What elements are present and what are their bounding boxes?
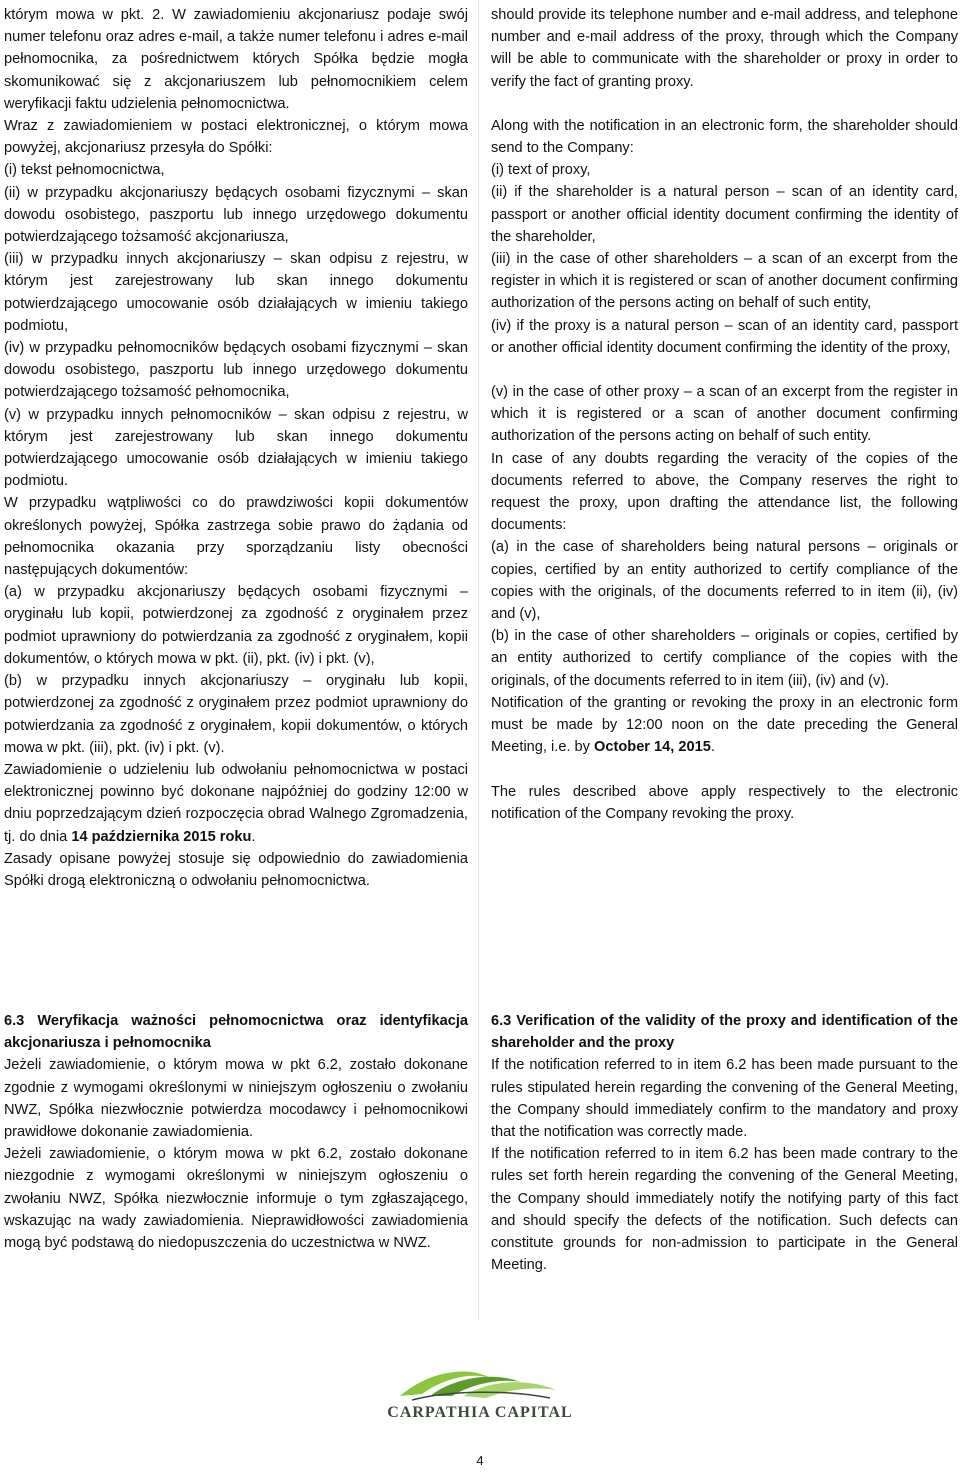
list-item: (iv) w przypadku pełnomocników będących osobami fizycznymi – skan dowodu osobistego, paszportu lub innego urzędowego dokumentu potwierdzającego tożsamość pełnomocnika, [4, 340, 468, 401]
paragraph: In case of any doubts regarding the veracity of the copies of the documents referred to above, the Company reserves the right to request the proxy, upon drafting the attendance list, the following documents: [491, 450, 958, 534]
list-item: (b) w przypadku innych akcjonariuszy – oryginału lub kopii, potwierdzonej za zgodność z oryginałem przez podmiot uprawniony do potwierdzania za zgodność z oryginałem, kopii dokumentów, o których mowa w pkt. (iii), pkt. (iv) i pkt. (v). [4, 673, 468, 756]
paragraph: Zasady opisane powyżej stosuje się odpowiednio do zawiadomienia Spółki drogą elektroniczną o odwołaniu pełnomocnictwa. [4, 850, 468, 889]
section-heading: 6.3 Weryfikacja ważności pełnomocnictwa oraz identyfikacja akcjonariusza i pełnomocnika [4, 1013, 468, 1052]
paragraph: W przypadku wątpliwości co do prawdziwości kopii dokumentów określonych powyżej, Spółka zastrzega sobie prawo do żądania od pełnomocnika okazania przy sporządzaniu listy obecności następujących dokumentów: [4, 495, 468, 579]
polish-column-top [4, 4, 468, 892]
list-item: (i) text of proxy, [491, 162, 591, 179]
list-item: (v) in the case of other proxy – a scan of an excerpt from the register in which it is registered or a scan of another document confirming authorization of the persons acting on behalf of such entity. [491, 384, 958, 445]
logo-text: CARPATHIA CAPITAL [387, 1404, 573, 1421]
list-item: (iii) in the case of other shareholders – a scan of an excerpt from the register in which it is registered or scan of another document confirming authorization of the persons acting on behalf of such entity, [491, 251, 958, 312]
section-heading: 6.3 Verification of the validity of the proxy and identification of the shareholder and the proxy [491, 1013, 958, 1052]
paragraph: If the notification referred to in item 6.2 has been made pursuant to the rules stipulated herein regarding the convening of the General Meeting, the Company should immediately confirm to the mandatory and proxy that the notification was correctly made. [491, 1057, 958, 1141]
list-item: (iii) w przypadku innych akcjonariuszy – skan odpisu z rejestru, w którym jest zarejestrowany lub skan innego dokumentu potwierdzającego umocowanie osób działających w imieniu takiego podmiotu, [4, 251, 468, 334]
column-divider [478, 0, 479, 1320]
english-column-bottom [491, 1010, 958, 1276]
page-number: 4 [476, 1453, 484, 1468]
list-item: (b) in the case of other shareholders – originals or copies, certified by an entity authorized to certify compliance of the copies with the originals, of the documents referred to in item (iii), (iv) and (v). [491, 628, 958, 689]
paragraph: The rules described above apply respectively to the electronic notification of the Company revoking the proxy. [491, 783, 958, 822]
text: . [710, 739, 715, 756]
text: Notification of the granting or revoking the proxy in an electronic form must be made by 12:00 noon on the date preceding the General Meeting, i.e. by [491, 694, 958, 756]
list-item: (ii) w przypadku akcjonariuszy będących osobami fizycznymi – skan dowodu osobistego, paszportu lub innego urzędowego dokumentu potwierdzającego tożsamość akcjonariusza, [4, 184, 468, 246]
text: . [251, 828, 256, 845]
polish-column-bottom [4, 1010, 468, 1254]
deadline-date: 14 października 2015 roku [71, 828, 252, 845]
list-item: (i) tekst pełnomocnictwa, [4, 162, 165, 179]
deadline-date: October 14, 2015 [594, 739, 711, 756]
paragraph: Along with the notification in an electronic form, the shareholder should send to the Company: [491, 117, 958, 157]
list-item: (a) w przypadku akcjonariuszy będących osobami fizycznymi – oryginału lub kopii, potwierdzonej za zgodność z oryginałem przez podmiot uprawniony do potwierdzania za zgodność z oryginałem, kopii dokumentów, o których mowa w pkt. (ii), pkt. (iv) i pkt. (v), [4, 584, 468, 667]
paragraph: Jeżeli zawiadomienie, o którym mowa w pkt 6.2, zostało dokonane niezgodnie z wymogami określonymi w niniejszym ogłoszeniu o zwołaniu NWZ, Spółka niezwłocznie informuje o tym zgłaszającego, wskazując na wady zawiadomienia. Nieprawidłowości zawiadomienia mogą być podstawą do niedopuszczenia do uczestnictwa w NWZ. [4, 1146, 468, 1252]
paragraph: If the notification referred to in item 6.2 has been made contrary to the rules set forth herein regarding the convening of the General Meeting, the Company should immediately notify the notifying party of this fact and should specify the defects of the notification. Such defects can constitute grounds for non-admission to participate in the General Meeting. [491, 1146, 958, 1274]
english-column-top [491, 4, 958, 825]
list-item: (v) w przypadku innych pełnomocników – skan odpisu z rejestru, w którym jest zarejestrowany lub skan innego dokumentu potwierdzającego umocowanie osób działających w imieniu takiego podmiotu. [4, 406, 468, 490]
list-item: (iv) if the proxy is a natural person – scan of an identity card, passport or another official identity document confirming the identity of the proxy, [491, 317, 958, 356]
deadline-paragraph [4, 759, 468, 848]
paragraph: Wraz z zawiadomieniem w postaci elektronicznej, o którym mowa powyżej, akcjonariusz przesyła do Spółki: [4, 118, 468, 157]
deadline-paragraph [491, 692, 958, 759]
paragraph: Jeżeli zawiadomienie, o którym mowa w pkt 6.2, zostało dokonane zgodnie z wymogami określonymi w niniejszym ogłoszeniu o zwołaniu NWZ, Spółka niezwłocznie potwierdza mocodawcy i pełnomocnikowi prawidłowe dokonanie zawiadomienia. [4, 1057, 468, 1141]
paragraph: którym mowa w pkt. 2. W zawiadomieniu akcjonariusz podaje swój numer telefonu oraz adres e-mail, a także numer telefonu i adres e-mail pełnomocnika, za pośrednictwem których Spółka będzie mogła skomunikować się z akcjonariuszem lub pełnomocnikiem celem weryfikacji faktu udzielenia pełnomocnictwa. [4, 7, 468, 112]
paragraph: should provide its telephone number and e-mail address, and telephone number and e-mail address of the proxy, through which the Company will be able to communicate with the shareholder or proxy in order to verify the fact of granting proxy. [491, 7, 958, 90]
text: Zawiadomienie o udzieleniu lub odwołaniu pełnomocnictwa w postaci elektronicznej powinno być dokonane najpóźniej do godziny 12:00 w dniu poprzedzającym dzień rozpoczęcia obrad Walnego Zgromadzenia, tj. do dnia [4, 761, 468, 845]
list-item: (a) in the case of shareholders being natural persons – originals or copies, certified by an entity authorized to certify compliance of the copies with the originals, of the documents referred to in item (ii), (iv) and (v), [491, 539, 958, 623]
list-item: (ii) if the shareholder is a natural person – scan of an identity card, passport or another official identity document confirming the identity of the shareholder, [491, 184, 958, 245]
